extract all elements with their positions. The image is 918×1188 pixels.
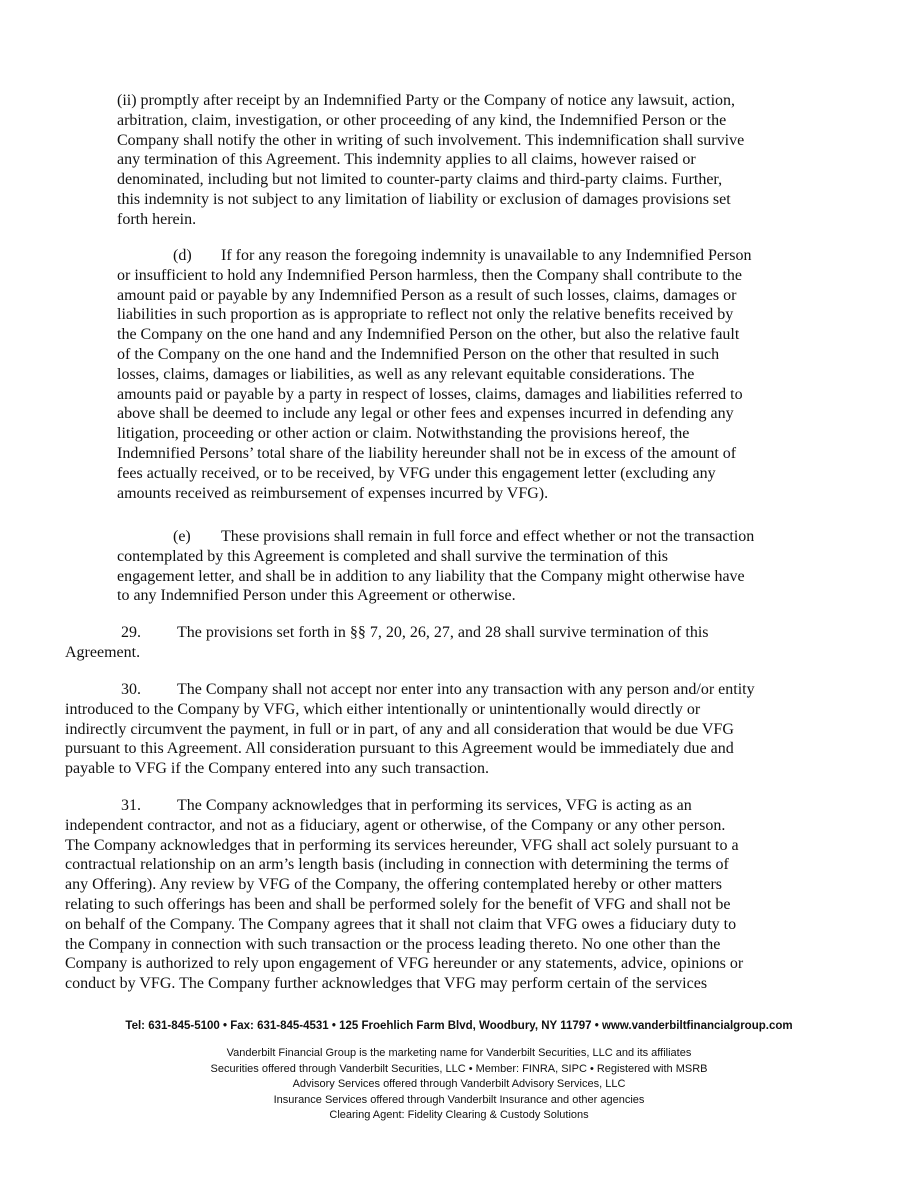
section-line: any Offering). Any review by VFG of the Company, the offering contemplated hereby or other matters — [65, 876, 723, 894]
paragraph-line: (ii) promptly after receipt by an Indemnified Party or the Company of notice any lawsuit, action, — [117, 92, 736, 109]
section-line: indirectly circumvent the payment, in full or in part, of any and all consideration that would be due VFG — [65, 720, 734, 738]
paragraph-line: to any Indemnified Person under this Agreement or otherwise. — [117, 587, 516, 605]
section-number: 29. — [121, 624, 141, 641]
footer-note: Securities offered through Vanderbilt Securities, LLC • Member: FINRA, SIPC • Registered with MSRB — [210, 1062, 708, 1075]
section-line: pursuant to this Agreement. All consideration pursuant to this Agreement would be immediately due and — [65, 740, 734, 758]
paragraph-ii — [117, 91, 799, 230]
paragraph-first-line — [117, 527, 799, 547]
footer-note: Insurance Services offered through Vanderbilt Insurance and other agencies — [273, 1093, 645, 1106]
paragraph-line: of the Company on the one hand and the Indemnified Person on the other that resulted in such — [117, 345, 720, 363]
section-first-line — [65, 623, 825, 643]
footer-note: Clearing Agent: Fidelity Clearing & Custody Solutions — [329, 1109, 589, 1121]
paragraph-line: forth herein. — [117, 210, 197, 228]
paragraph-line: liabilities in such proportion as is appropriate to reflect not only the relative benefits received by — [117, 306, 734, 324]
paragraph-first-line-text: These provisions shall remain in full force and effect whether or not the transaction — [221, 528, 755, 545]
footer-note: Vanderbilt Financial Group is the marketing name for Vanderbilt Securities, LLC and its affiliates — [226, 1047, 692, 1059]
paragraph-e — [117, 527, 799, 606]
paragraph-line: contemplated by this Agreement is completed and shall survive the termination of this — [117, 547, 668, 565]
section-first-line-text: The provisions set forth in §§ 7, 20, 26, 27, and 28 shall survive termination of this — [177, 624, 709, 641]
section-line: relating to such offerings has been and shall be performed solely for the benefit of VFG and shall not be — [65, 895, 731, 913]
paragraph-line: or insufficient to hold any Indemnified Person harmless, then the Company shall contribute to the — [117, 266, 742, 284]
section-number: 30. — [121, 681, 141, 698]
paragraph-line: denominated, including but not limited to counter-party claims and third-party claims. Further, — [117, 171, 723, 189]
paragraph-line: Company shall notify the other in writing of such involvement. This indemnification shall survive — [117, 131, 745, 149]
section-number: 31. — [121, 797, 141, 814]
section-line: The Company acknowledges that in performing its services hereunder, VFG shall act solely pursuant to a — [65, 836, 739, 854]
paragraph-line: losses, claims, damages or liabilities, as well as any relevant equitable considerations. The — [117, 365, 695, 383]
paragraph-line: Indemnified Persons’ total share of the liability hereunder shall not be in excess of the amount of — [117, 444, 737, 462]
paragraph-label: (d) — [173, 247, 192, 264]
section-first-line-text: The Company acknowledges that in performing its services, VFG is acting as an — [177, 797, 692, 814]
paragraph-label: (e) — [173, 528, 191, 545]
paragraph-first-line-text: If for any reason the foregoing indemnity is unavailable to any Indemnified Person — [221, 247, 752, 264]
paragraph-first-line — [117, 246, 799, 266]
paragraph-d — [117, 246, 799, 503]
paragraph-line: above shall be deemed to include any legal or other fees and expenses incurred in defending any — [117, 405, 734, 423]
paragraph-line: amounts received as reimbursement of expenses incurred by VFG). — [117, 484, 549, 502]
footer-note: Advisory Services offered through Vanderbilt Advisory Services, LLC — [292, 1078, 626, 1090]
section-first-line-text: The Company shall not accept nor enter into any transaction with any person and/or entity — [177, 681, 755, 698]
section-line: on behalf of the Company. The Company agrees that it shall not claim that VFG owes a fiduciary duty to — [65, 915, 737, 933]
section-line: independent contractor, and not as a fiduciary, agent or otherwise, of the Company or any other person. — [65, 816, 726, 834]
section-first-line — [65, 680, 825, 700]
paragraph-line: this indemnity is not subject to any limitation of liability or exclusion of damages provisions set — [117, 190, 731, 208]
section-30 — [65, 680, 825, 779]
paragraph-line: the Company on the one hand and any Indemnified Person on the other, but also the relative fault — [117, 326, 740, 344]
section-first-line — [65, 796, 825, 816]
paragraph-line: any termination of this Agreement. This indemnity applies to all claims, however raised or — [117, 151, 696, 169]
section-line: conduct by VFG. The Company further acknowledges that VFG may perform certain of the services — [65, 975, 708, 993]
section-line: contractual relationship on an arm’s length basis (including in connection with determining the terms of — [65, 856, 729, 874]
section-line: payable to VFG if the Company entered into any such transaction. — [65, 760, 490, 778]
paragraph-line: engagement letter, and shall be in addition to any liability that the Company might otherwise have — [117, 567, 745, 585]
section-line: Agreement. — [65, 643, 141, 661]
section-line: the Company in connection with such transaction or the process leading thereto. No one other than the — [65, 935, 721, 953]
section-line: Company is authorized to rely upon engagement of VFG hereunder or any statements, advice, opinions or — [65, 955, 744, 973]
section-31 — [65, 796, 825, 994]
paragraph-line: amount paid or payable by any Indemnified Person as a result of such losses, claims, damages or — [117, 286, 737, 304]
footer-contact-line: Tel: 631-845-5100 • Fax: 631-845-4531 • 125 Froehlich Farm Blvd, Woodbury, NY 11797 • www.vanderbiltfinancialgroup.com — [125, 1020, 793, 1032]
paragraph-line: amounts paid or payable by a party in respect of losses, claims, damages and liabilities referred to — [117, 385, 743, 403]
paragraph-line: fees actually received, or to be received, by VFG under this engagement letter (excluding any — [117, 464, 716, 482]
section-line: introduced to the Company by VFG, which either intentionally or unintentionally would directly or — [65, 700, 701, 718]
paragraph-line: arbitration, claim, investigation, or other proceeding of any kind, the Indemnified Person or the — [117, 111, 727, 129]
footer-disclosures — [0, 1046, 918, 1124]
paragraph-line: litigation, proceeding or other action or claim. Notwithstanding the provisions hereof, the — [117, 425, 690, 443]
section-29 — [65, 623, 825, 663]
